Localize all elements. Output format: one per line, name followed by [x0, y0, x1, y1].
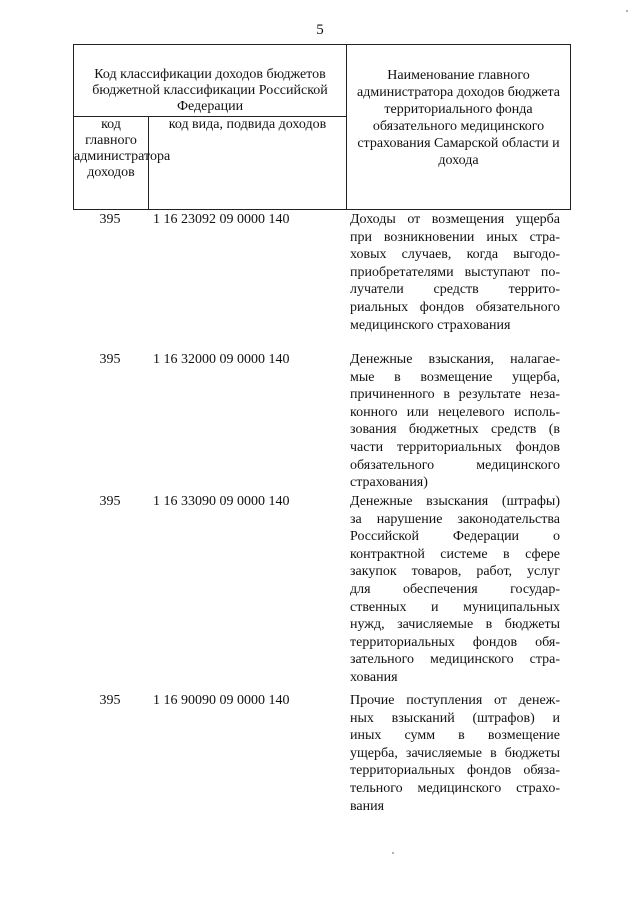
name-line: риальных фондов обязательного — [350, 299, 560, 315]
name-line: конного или нецелевого исполь- — [350, 404, 560, 420]
name-line: части территориальных фондов — [350, 439, 560, 455]
name-line: контрактной системе в сфере — [350, 546, 560, 562]
name-line: ущерба, зачисляемые в бюджеты — [350, 745, 560, 761]
name-line: иных сумм в возмещение — [350, 728, 560, 744]
name-line: зования бюджетных средств (в — [350, 422, 560, 438]
name-line: лучатели средств террито- — [350, 282, 560, 298]
name-line: Денежные взыскания (штрафы) — [350, 494, 560, 509]
scan-speck — [626, 10, 628, 12]
name-line: территориальных фондов обяза- — [350, 763, 560, 779]
name-header: Наименование главного администратора доходов бюджета территориального фонда обязательного медицинского страхования Самарской области и дохода — [357, 68, 560, 168]
name-line: территориальных фондов обя- — [350, 634, 560, 650]
income-name — [350, 211, 560, 334]
classification-title: Код классификации доходов бюджетов бюджетной классификации Российской Федерации — [74, 45, 346, 117]
scan-speck — [392, 852, 394, 854]
admin-code: 395 — [99, 212, 121, 227]
name-line: при возникновении иных стра- — [350, 229, 560, 245]
name-line: тельного медицинского страхо- — [350, 780, 560, 796]
name-line: ственных и муниципальных — [350, 599, 560, 615]
name-line: Денежные взыскания, налагае- — [350, 352, 560, 367]
name-line: приобретателями выступают по- — [350, 264, 560, 280]
name-line: хования — [350, 669, 398, 685]
page-number: 5 — [316, 22, 324, 38]
name-line: ховых случаев, когда выгодо- — [350, 247, 560, 263]
classification-column-group — [74, 45, 347, 209]
income-name — [350, 351, 560, 492]
table-header — [73, 44, 571, 210]
admin-code: 395 — [99, 693, 121, 708]
name-line: Российской Федерации о — [350, 529, 560, 545]
kind-code: 1 16 90090 09 0000 140 — [153, 693, 290, 708]
name-line: нужд, зачисляемые в бюджеты — [350, 617, 560, 633]
income-name — [350, 692, 560, 815]
kind-code: 1 16 23092 09 0000 140 — [153, 212, 290, 227]
name-line: за нарушение законодательства — [350, 511, 560, 527]
name-line: для обеспечения государ- — [350, 581, 560, 597]
kind-code: 1 16 32000 09 0000 140 — [153, 352, 290, 367]
name-line: причиненного в результате неза- — [350, 387, 560, 403]
kind-code: 1 16 33090 09 0000 140 — [153, 494, 290, 509]
name-line: страхования) — [350, 475, 428, 491]
name-line: закупок товаров, работ, услуг — [350, 564, 560, 580]
name-line: Доходы от возмещения ущерба — [350, 212, 560, 227]
income-name — [350, 493, 560, 687]
name-line: зательного медицинского стра- — [350, 652, 560, 668]
name-line: вания — [350, 798, 385, 814]
name-line: мые в возмещение ущерба, — [350, 369, 560, 385]
name-line: ных взысканий (штрафов) и — [350, 710, 560, 726]
name-line: Прочие поступления от денеж- — [350, 693, 560, 708]
admin-code-header: код главного администратора доходов — [74, 117, 149, 209]
admin-code: 395 — [99, 352, 121, 367]
name-line: обязательного медицинского — [350, 457, 560, 473]
admin-code: 395 — [99, 494, 121, 509]
kind-code-header: код вида, подвида доходов — [168, 117, 327, 132]
name-line: медицинского страхования — [350, 317, 511, 333]
